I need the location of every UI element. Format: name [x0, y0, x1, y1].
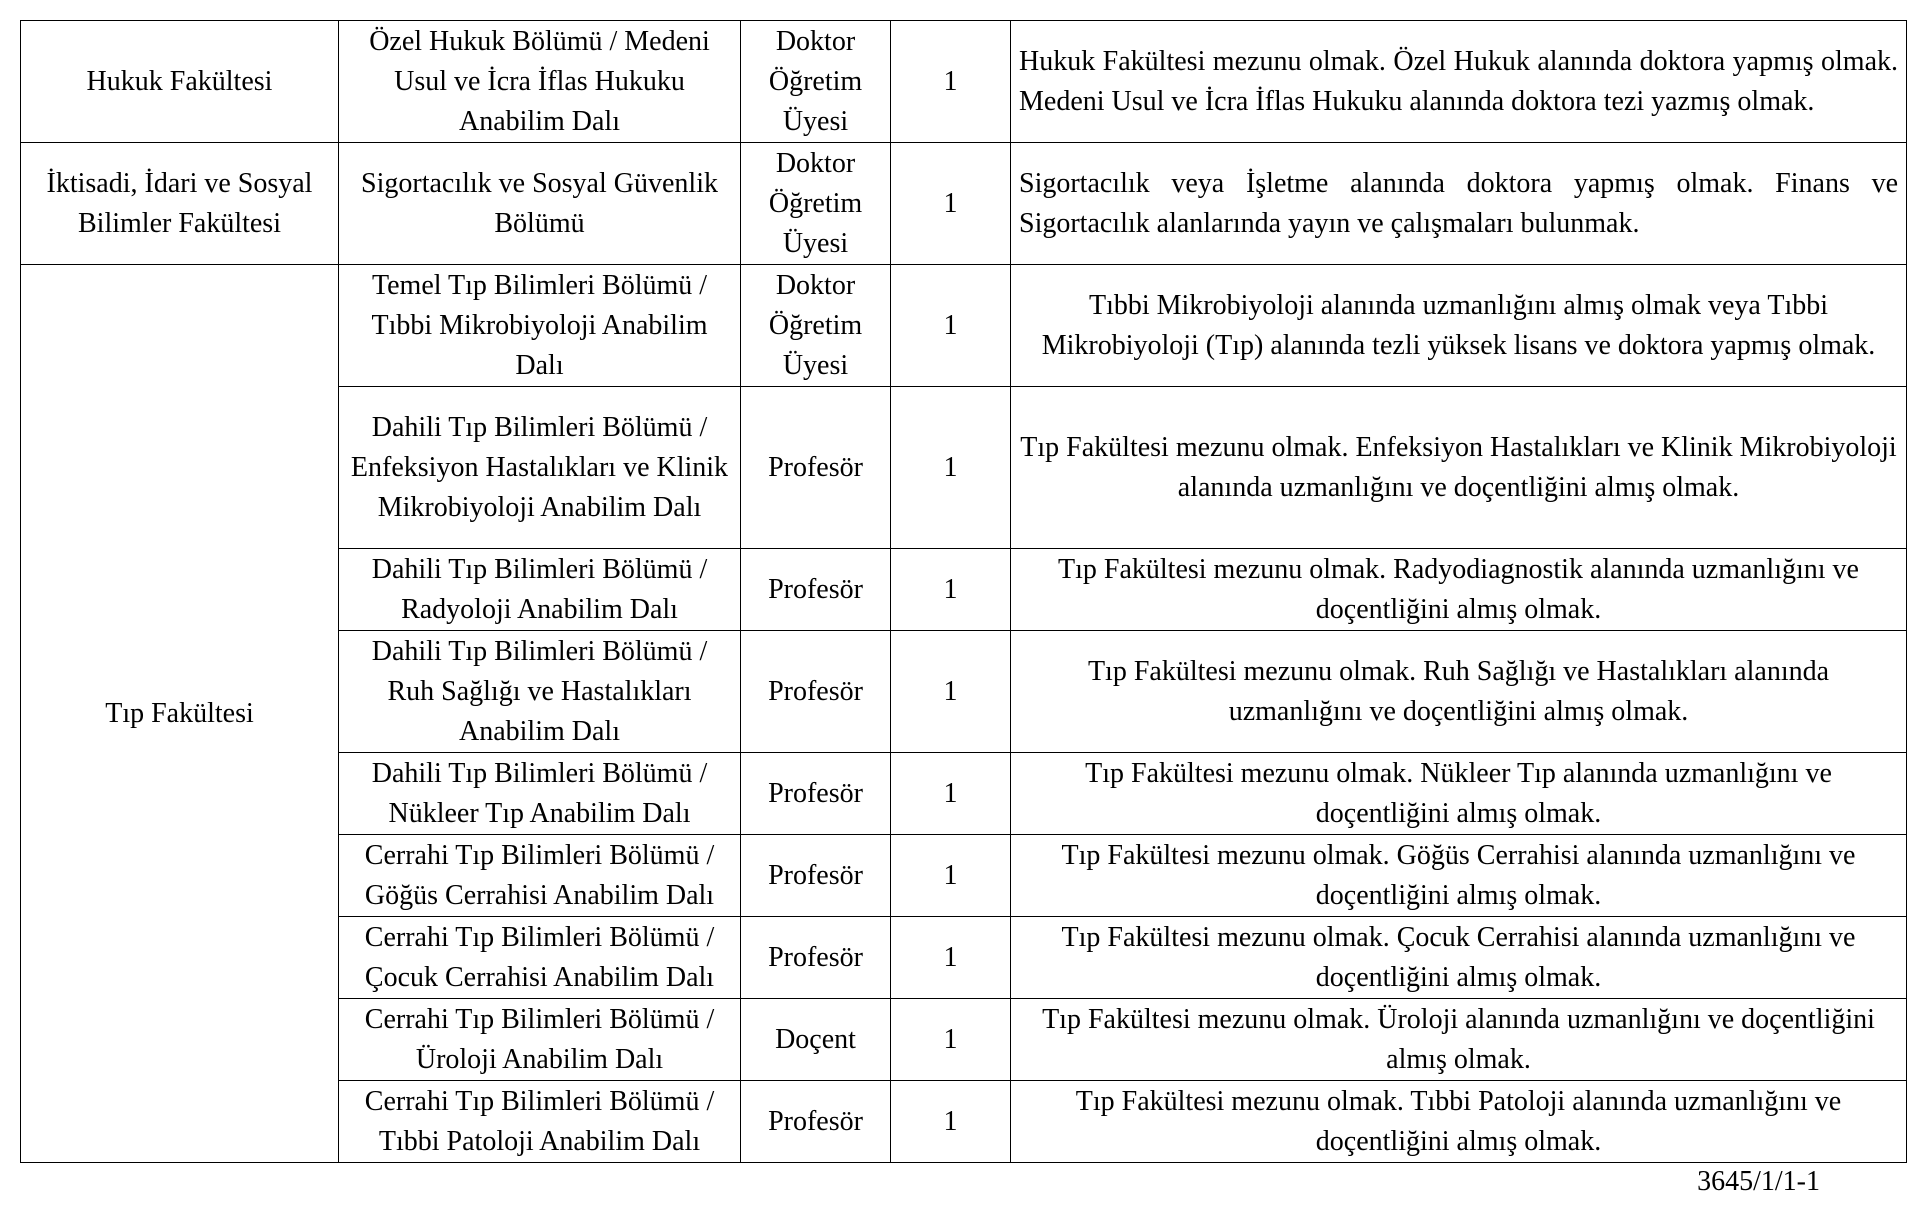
department-cell: Özel Hukuk Bölümü / Medeni Usul ve İcra İflas Hukuku Anabilim Dalı: [339, 21, 741, 143]
title-cell: Profesör: [741, 835, 891, 917]
title-cell: Doçent: [741, 999, 891, 1081]
title-cell: Doktor Öğretim Üyesi: [741, 21, 891, 143]
requirement-cell: Hukuk Fakültesi mezunu olmak. Özel Hukuk alanında doktora yapmış olmak. Medeni Usul ve İcra İflas Hukuku alanında doktora tezi yazmış olmak.: [1011, 21, 1907, 143]
requirement-cell: Tıp Fakültesi mezunu olmak. Üroloji alanında uzmanlığını ve doçentliğini almış olmak.: [1011, 999, 1907, 1081]
positions-table: [20, 20, 1907, 1163]
department-cell: Dahili Tıp Bilimleri Bölümü / Nükleer Tıp Anabilim Dalı: [339, 753, 741, 835]
count-cell: 1: [891, 549, 1011, 631]
requirement-cell: Tıp Fakültesi mezunu olmak. Radyodiagnostik alanında uzmanlığını ve doçentliğini almış olmak.: [1011, 549, 1907, 631]
table-row: [21, 21, 1907, 143]
title-cell: Profesör: [741, 917, 891, 999]
department-cell: Cerrahi Tıp Bilimleri Bölümü / Tıbbi Patoloji Anabilim Dalı: [339, 1081, 741, 1163]
requirement-cell: Tıbbi Mikrobiyoloji alanında uzmanlığını almış olmak veya Tıbbi Mikrobiyoloji (Tıp) alanında tezli yüksek lisans ve doktora yapmış olmak.: [1011, 265, 1907, 387]
department-cell: Cerrahi Tıp Bilimleri Bölümü / Çocuk Cerrahisi Anabilim Dalı: [339, 917, 741, 999]
count-cell: 1: [891, 1081, 1011, 1163]
department-cell: Cerrahi Tıp Bilimleri Bölümü / Göğüs Cerrahisi Anabilim Dalı: [339, 835, 741, 917]
requirement-cell: Tıp Fakültesi mezunu olmak. Çocuk Cerrahisi alanında uzmanlığını ve doçentliğini almış olmak.: [1011, 917, 1907, 999]
count-cell: 1: [891, 999, 1011, 1081]
count-cell: 1: [891, 917, 1011, 999]
reference-number: 3645/1/1-1: [1697, 1166, 1820, 1197]
table-row: [21, 143, 1907, 265]
faculty-cell: İktisadi, İdari ve Sosyal Bilimler Fakültesi: [21, 143, 339, 265]
requirement-cell: Tıp Fakültesi mezunu olmak. Ruh Sağlığı ve Hastalıkları alanında uzmanlığını ve doçentliğini almış olmak.: [1011, 631, 1907, 753]
requirement-cell: Tıp Fakültesi mezunu olmak. Tıbbi Patoloji alanında uzmanlığını ve doçentliğini almış olmak.: [1011, 1081, 1907, 1163]
count-cell: 1: [891, 143, 1011, 265]
department-cell: Dahili Tıp Bilimleri Bölümü / Enfeksiyon Hastalıkları ve Klinik Mikrobiyoloji Anabilim Dalı: [339, 387, 741, 549]
title-cell: Doktor Öğretim Üyesi: [741, 265, 891, 387]
faculty-cell: Hukuk Fakültesi: [21, 21, 339, 143]
department-cell: Dahili Tıp Bilimleri Bölümü / Radyoloji Anabilim Dalı: [339, 549, 741, 631]
requirement-cell: Sigortacılık veya İşletme alanında doktora yapmış olmak. Finans ve Sigortacılık alanlarında yayın ve çalışmaları bulunmak.: [1011, 143, 1907, 265]
title-cell: Profesör: [741, 387, 891, 549]
department-cell: Temel Tıp Bilimleri Bölümü / Tıbbi Mikrobiyoloji Anabilim Dalı: [339, 265, 741, 387]
count-cell: 1: [891, 21, 1011, 143]
table-row: [21, 265, 1907, 387]
title-cell: Profesör: [741, 1081, 891, 1163]
title-cell: Profesör: [741, 549, 891, 631]
title-cell: Profesör: [741, 631, 891, 753]
count-cell: 1: [891, 265, 1011, 387]
count-cell: 1: [891, 387, 1011, 549]
requirement-cell: Tıp Fakültesi mezunu olmak. Göğüs Cerrahisi alanında uzmanlığını ve doçentliğini almış olmak.: [1011, 835, 1907, 917]
title-cell: Doktor Öğretim Üyesi: [741, 143, 891, 265]
requirement-cell: Tıp Fakültesi mezunu olmak. Enfeksiyon Hastalıkları ve Klinik Mikrobiyoloji alanında uzmanlığını ve doçentliğini almış olmak.: [1011, 387, 1907, 549]
faculty-cell: Tıp Fakültesi: [21, 265, 339, 1163]
count-cell: 1: [891, 753, 1011, 835]
count-cell: 1: [891, 835, 1011, 917]
department-cell: Cerrahi Tıp Bilimleri Bölümü / Üroloji Anabilim Dalı: [339, 999, 741, 1081]
department-cell: Dahili Tıp Bilimleri Bölümü / Ruh Sağlığı ve Hastalıkları Anabilim Dalı: [339, 631, 741, 753]
requirement-cell: Tıp Fakültesi mezunu olmak. Nükleer Tıp alanında uzmanlığını ve doçentliğini almış olmak.: [1011, 753, 1907, 835]
title-cell: Profesör: [741, 753, 891, 835]
department-cell: Sigortacılık ve Sosyal Güvenlik Bölümü: [339, 143, 741, 265]
count-cell: 1: [891, 631, 1011, 753]
